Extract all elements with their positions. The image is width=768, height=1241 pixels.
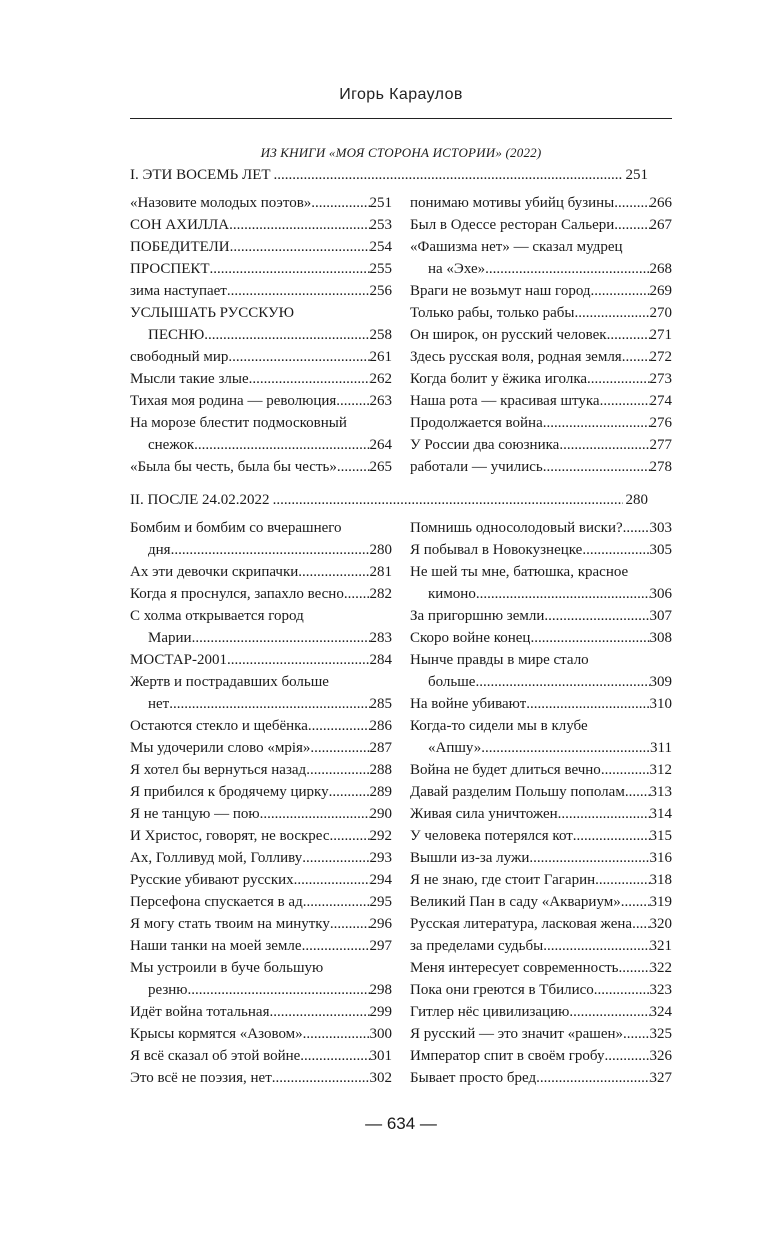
toc-column <box>130 517 392 1089</box>
toc-entry <box>410 1023 672 1045</box>
toc-entry-page: 309 <box>649 674 672 690</box>
toc-entry-title: ПЕСНЮ <box>148 327 205 343</box>
toc-entry-title: больше <box>428 674 476 690</box>
toc-entry <box>410 412 672 434</box>
toc-entry <box>410 1045 672 1067</box>
toc-entry <box>130 1045 392 1067</box>
leader-dots <box>329 781 370 803</box>
toc-entry-title: Продолжается война <box>410 415 543 431</box>
toc-entry <box>130 346 392 368</box>
leader-dots <box>310 737 369 759</box>
toc-entry-page: 269 <box>649 283 672 299</box>
toc-entry <box>130 825 392 847</box>
leader-dots <box>595 869 649 891</box>
toc-entry-title: за пределами судьбы <box>410 938 544 954</box>
leader-dots <box>544 605 649 627</box>
toc-entry <box>130 561 392 583</box>
toc-entry-title: «Была бы честь, была бы честь» <box>130 459 337 475</box>
toc-entry-page: 288 <box>369 762 392 778</box>
toc-entry-title: Он широк, он русский человек <box>410 327 607 343</box>
leader-dots <box>188 979 370 1001</box>
leader-dots <box>272 1067 370 1089</box>
toc-entry <box>410 539 672 561</box>
toc-entry-title-line: Не шей ты мне, батюшка, красное <box>410 564 629 580</box>
toc-entry-title-line: УСЛЫШАТЬ РУССКУЮ <box>130 305 295 321</box>
toc-entry-title: Наша рота — красивая штука <box>410 393 600 409</box>
toc-entry-page: 287 <box>369 740 392 756</box>
leader-dots <box>306 759 369 781</box>
toc-entry <box>130 456 392 478</box>
toc-entry <box>130 368 392 390</box>
toc-entry <box>410 627 672 649</box>
toc-column <box>130 192 392 478</box>
leader-dots <box>227 280 370 302</box>
toc-entry <box>410 913 672 935</box>
toc-entry <box>410 346 672 368</box>
leader-dots <box>300 1045 369 1067</box>
toc-entry-page: 276 <box>649 415 672 431</box>
page-number: — 634 — <box>365 1114 437 1133</box>
toc-entry-title: Я не танцую — пою <box>130 806 260 822</box>
toc-entry-page: 321 <box>649 938 672 954</box>
toc-entry <box>130 1023 392 1045</box>
toc-entry-title: Ах эти девочки скрипачки <box>130 564 299 580</box>
toc-entry-page: 307 <box>649 608 672 624</box>
toc-entry-title: У человека потерялся кот <box>410 828 573 844</box>
toc-entry <box>410 390 672 412</box>
leader-dots <box>228 346 369 368</box>
toc-entry-page: 318 <box>649 872 672 888</box>
toc-entry <box>410 1001 672 1023</box>
toc-entry-title: Я русский — это значит «рашен» <box>410 1026 624 1042</box>
toc-entry-page: 315 <box>649 828 672 844</box>
toc-entry-title: «Апшу» <box>428 740 482 756</box>
toc-entry-title-line: Жертв и пострадавших больше <box>130 674 329 690</box>
toc-entry <box>130 280 392 302</box>
toc-entry <box>130 214 392 236</box>
leader-dots <box>330 825 370 847</box>
toc-entry-page: 297 <box>369 938 392 954</box>
toc-entry-title: Скоро войне конец <box>410 630 531 646</box>
leader-dots <box>623 1023 649 1045</box>
toc-entry-page: 274 <box>649 393 672 409</box>
toc-entry-title: Когда я проснулся, запахло весно <box>130 586 344 602</box>
toc-entry <box>410 324 672 346</box>
toc-entry-page: 319 <box>649 894 672 910</box>
leader-dots <box>569 1001 649 1023</box>
toc-column <box>410 192 672 478</box>
toc-entry-title: У России два союзника <box>410 437 560 453</box>
toc-entry <box>130 236 392 258</box>
toc-entry-page: 290 <box>369 806 392 822</box>
toc-entry <box>130 192 392 214</box>
section-heading <box>130 490 648 510</box>
toc-entry-page: 305 <box>649 542 672 558</box>
toc-entry <box>410 280 672 302</box>
toc-entry-page: 289 <box>369 784 392 800</box>
toc-entry-title: Великий Пан в саду «Аквариум» <box>410 894 621 910</box>
leader-dots <box>625 781 650 803</box>
toc-entry <box>130 258 392 280</box>
leader-dots <box>204 324 369 346</box>
toc-entry-page: 325 <box>649 1026 672 1042</box>
toc-entry-page: 327 <box>649 1070 672 1086</box>
toc-entry-page: 285 <box>369 696 392 712</box>
leader-dots <box>227 649 370 671</box>
leader-dots <box>587 368 649 390</box>
leader-dots <box>302 935 370 957</box>
toc-entry-page: 282 <box>369 586 392 602</box>
toc-entry-title: Русская литература, ласковая жена <box>410 916 633 932</box>
toc-entry <box>410 517 672 539</box>
running-header-author: Игорь Караулов <box>339 86 463 103</box>
toc-entry-page: 278 <box>649 459 672 475</box>
leader-dots <box>607 324 650 346</box>
toc-entry-page: 254 <box>369 239 392 255</box>
toc-entry <box>130 517 392 561</box>
leader-dots <box>192 627 370 649</box>
toc-entry <box>130 605 392 649</box>
toc-entry-title: Пока они греются в Тбилисо <box>410 982 594 998</box>
leader-dots <box>632 913 649 935</box>
toc-entry-title: Когда болит у ёжика иголка <box>410 371 588 387</box>
leader-dots <box>485 258 649 280</box>
toc-entry-page: 262 <box>369 371 392 387</box>
toc-entry-page: 308 <box>649 630 672 646</box>
toc-entry-title: МОСТАР-2001 <box>130 652 227 668</box>
toc-entry-title: Остаются стекло и щебёнка <box>130 718 308 734</box>
toc-entry-title: Меня интересует современность <box>410 960 619 976</box>
toc-entry <box>410 649 672 693</box>
leader-dots <box>559 434 649 456</box>
toc-entry-title: Война не будет длиться вечно <box>410 762 601 778</box>
leader-dots <box>294 869 370 891</box>
toc-entry-title: Персефона спускается в ад <box>130 894 303 910</box>
section-heading <box>130 165 648 185</box>
leader-dots <box>171 539 370 561</box>
toc-entry <box>410 957 672 979</box>
toc-entry-page: 283 <box>369 630 392 646</box>
leader-dots <box>543 456 650 478</box>
toc-entry <box>410 456 672 478</box>
toc-entry-title: понимаю мотивы убийц бузины <box>410 195 615 211</box>
toc-entry-title: ПРОСПЕКТ <box>130 261 210 277</box>
toc-entry-title: Только рабы, только рабы <box>410 305 575 321</box>
toc-entry-page: 324 <box>649 1004 672 1020</box>
toc-entry-page: 301 <box>369 1048 392 1064</box>
toc-entry <box>410 935 672 957</box>
toc-entry-title: свободный мир <box>130 349 229 365</box>
toc-entry-title: Я могу стать твоим на минутку <box>130 916 330 932</box>
leader-dots <box>273 490 623 510</box>
leader-dots <box>475 671 649 693</box>
toc-entry-title: Крысы кормятся «Азовом» <box>130 1026 303 1042</box>
toc-entry-title: Я хотел бы вернуться назад <box>130 762 307 778</box>
toc-entry-page: 253 <box>369 217 392 233</box>
toc-entry-title: Гитлер нёс цивилизацию <box>410 1004 570 1020</box>
toc-entry-page: 270 <box>649 305 672 321</box>
toc-entry-title: на «Эхе» <box>428 261 486 277</box>
toc-entry-title: СОН АХИЛЛА <box>130 217 230 233</box>
leader-dots <box>543 935 649 957</box>
toc-entry-page: 286 <box>369 718 392 734</box>
toc-entry-title: За пригоршню земли <box>410 608 545 624</box>
toc-entry-page: 255 <box>369 261 392 277</box>
toc-entry-title: ПОБЕДИТЕЛИ <box>130 239 230 255</box>
toc-entry-page: 314 <box>649 806 672 822</box>
toc-entry <box>130 302 392 346</box>
toc-entry-page: 323 <box>649 982 672 998</box>
toc-entry-title: Был в Одессе ресторан Сальери <box>410 217 615 233</box>
toc-entry-page: 298 <box>369 982 392 998</box>
toc-entry-title: Бывает просто бред <box>410 1070 537 1086</box>
leader-dots <box>530 627 649 649</box>
leader-dots <box>249 368 370 390</box>
toc-entry-page: 300 <box>369 1026 392 1042</box>
toc-entry <box>410 302 672 324</box>
toc-entry-page: 322 <box>649 960 672 976</box>
toc-entry <box>130 583 392 605</box>
leader-dots <box>169 693 369 715</box>
section-title: I. ЭТИ ВОСЕМЬ ЛЕТ <box>130 167 271 183</box>
toc-entry <box>130 649 392 671</box>
leader-dots <box>230 236 370 258</box>
leader-dots <box>536 1067 649 1089</box>
toc-entry <box>410 434 672 456</box>
toc-entry-title: Здесь русская воля, родная земля <box>410 349 622 365</box>
leader-dots <box>601 759 650 781</box>
toc-entry-title: Живая сила уничтожен <box>410 806 558 822</box>
leader-dots <box>302 847 369 869</box>
toc-entry-page: 258 <box>369 327 392 343</box>
toc-entry <box>130 847 392 869</box>
toc-entry-page: 310 <box>649 696 672 712</box>
leader-dots <box>605 1045 650 1067</box>
toc-entry <box>130 390 392 412</box>
toc-entry-page: 293 <box>369 850 392 866</box>
toc-entry-title: Тихая моя родина — революция <box>130 393 337 409</box>
toc-entry <box>130 715 392 737</box>
leader-dots <box>526 693 649 715</box>
toc-entry-page: 294 <box>369 872 392 888</box>
toc-entry <box>410 759 672 781</box>
toc-entry-title: Идёт война тотальная <box>130 1004 270 1020</box>
toc-entry-page: 251 <box>369 195 392 211</box>
toc-entry-page: 281 <box>369 564 392 580</box>
toc-entry-title-line: Когда-то сидели мы в клубе <box>410 718 588 734</box>
toc-entry <box>130 1067 392 1089</box>
toc-entry <box>410 891 672 913</box>
leader-dots <box>614 214 649 236</box>
leader-dots <box>623 517 650 539</box>
toc-entry <box>410 214 672 236</box>
toc-entry <box>410 803 672 825</box>
toc-entry-page: 313 <box>649 784 672 800</box>
toc-entry-page: 302 <box>369 1070 392 1086</box>
toc-entry-title: Мы удочерили слово «мрія» <box>130 740 311 756</box>
toc-entry <box>130 412 392 456</box>
leader-dots <box>260 803 370 825</box>
toc-entry-page: 265 <box>369 459 392 475</box>
leader-dots <box>311 192 369 214</box>
leader-dots <box>622 346 650 368</box>
toc-entry <box>130 759 392 781</box>
section-title: II. ПОСЛЕ 24.02.2022 <box>130 492 270 508</box>
toc-entry-page: 326 <box>649 1048 672 1064</box>
toc-entry-page: 271 <box>649 327 672 343</box>
toc-entry-title: На войне убивают <box>410 696 527 712</box>
toc-entry-title: Я прибился к бродячему цирку <box>130 784 329 800</box>
toc-entry-page: 266 <box>649 195 672 211</box>
toc-entry-title: дня <box>148 542 171 558</box>
toc-entry <box>130 935 392 957</box>
toc-entry <box>410 236 672 280</box>
toc-entry-page: 263 <box>369 393 392 409</box>
toc-entry <box>410 368 672 390</box>
toc-entry-page: 303 <box>649 520 672 536</box>
toc-entry-title-line: Мы устроили в буче большую <box>130 960 324 976</box>
toc-entry <box>410 561 672 605</box>
toc-entry <box>130 781 392 803</box>
toc-entry <box>410 605 672 627</box>
leader-dots <box>274 165 623 185</box>
toc-entry-page: 273 <box>649 371 672 387</box>
toc-entry-title: Враги не возьмут наш город <box>410 283 591 299</box>
toc-entry-page: 272 <box>649 349 672 365</box>
toc-entry <box>410 979 672 1001</box>
toc-entry <box>410 869 672 891</box>
book-title: ИЗ КНИГИ «МОЯ СТОРОНА ИСТОРИИ» (2022) <box>260 145 542 160</box>
leader-dots <box>303 891 370 913</box>
toc-entry <box>410 192 672 214</box>
leader-dots <box>481 737 650 759</box>
toc-entry-title: зима наступает <box>130 283 227 299</box>
leader-dots <box>591 280 650 302</box>
toc-entry-title: Я не знаю, где стоит Гагарин <box>410 872 596 888</box>
toc-entry-title: Наши танки на моей земле <box>130 938 302 954</box>
section-page: 280 <box>625 492 648 508</box>
toc-entry-title: кимоно <box>428 586 476 602</box>
toc-entry-page: 296 <box>369 916 392 932</box>
toc-entry-page: 299 <box>369 1004 392 1020</box>
toc-entry-title: резню <box>148 982 188 998</box>
toc-entry-title: работали — учились <box>410 459 543 475</box>
leader-dots <box>594 979 650 1001</box>
leader-dots <box>298 561 369 583</box>
toc-entry <box>410 781 672 803</box>
toc-entry-page: 280 <box>369 542 392 558</box>
toc-entry-title: Я побывал в Новокузнецке <box>410 542 583 558</box>
toc-entry-title: Марии <box>148 630 192 646</box>
toc-entry-page: 292 <box>369 828 392 844</box>
toc-entry-page: 306 <box>649 586 672 602</box>
leader-dots <box>529 847 649 869</box>
toc-entry-page: 311 <box>650 740 672 756</box>
section-page: 251 <box>625 167 648 183</box>
leader-dots <box>582 539 649 561</box>
leader-dots <box>344 583 370 605</box>
toc-entry-title: Помнишь односолодовый виски? <box>410 520 623 536</box>
toc-entry-title-line: Нынче правды в мире стало <box>410 652 589 668</box>
toc-entry <box>130 671 392 715</box>
leader-dots <box>573 825 650 847</box>
toc-entry <box>130 869 392 891</box>
leader-dots <box>269 1001 369 1023</box>
leader-dots <box>600 390 650 412</box>
toc-entry-title: снежок <box>148 437 195 453</box>
leader-dots <box>558 803 650 825</box>
toc-entry <box>410 693 672 715</box>
leader-dots <box>303 1023 370 1045</box>
toc-entry <box>130 1001 392 1023</box>
leader-dots <box>308 715 370 737</box>
leader-dots <box>621 891 650 913</box>
toc-entry <box>130 737 392 759</box>
toc-entry <box>410 825 672 847</box>
toc-entry-title: «Назовите молодых поэтов» <box>130 195 312 211</box>
leader-dots <box>337 456 370 478</box>
leader-dots <box>330 913 370 935</box>
toc-entry-title: Русские убивают русских <box>130 872 294 888</box>
toc-entry <box>130 957 392 1001</box>
toc-entry-page: 267 <box>649 217 672 233</box>
leader-dots <box>619 957 650 979</box>
leader-dots <box>614 192 649 214</box>
toc-entry-page: 268 <box>649 261 672 277</box>
leader-dots <box>543 412 650 434</box>
toc-entry-title: Ах, Голливуд мой, Голливу <box>130 850 303 866</box>
toc-entry <box>130 891 392 913</box>
header-divider <box>130 118 672 119</box>
toc-entry-title: нет <box>148 696 170 712</box>
toc-entry <box>410 847 672 869</box>
toc-entry <box>130 913 392 935</box>
toc-entry-title-line: На морозе блестит подмосковный <box>130 415 347 431</box>
toc-entry-title-line: С холма открывается город <box>130 608 304 624</box>
toc-entry-title: И Христос, говорят, не воскрес <box>130 828 330 844</box>
leader-dots <box>210 258 370 280</box>
leader-dots <box>336 390 369 412</box>
leader-dots <box>574 302 649 324</box>
toc-entry-page: 264 <box>369 437 392 453</box>
toc-entry-title: Давай разделим Польшу пополам <box>410 784 625 800</box>
toc-entry-page: 316 <box>649 850 672 866</box>
toc-entry-page: 256 <box>369 283 392 299</box>
toc-entry-page: 284 <box>369 652 392 668</box>
toc-entry-title: Вышли из-за лужи <box>410 850 530 866</box>
toc-entry-title: Император спит в своём гробу <box>410 1048 605 1064</box>
toc-entry-title: Это всё не поэзия, нет <box>130 1070 272 1086</box>
toc-column <box>410 517 672 1089</box>
toc-entry-page: 277 <box>649 437 672 453</box>
toc-entry-title-line: «Фашизма нет» — сказал мудрец <box>410 239 623 255</box>
toc-entry <box>130 803 392 825</box>
leader-dots <box>476 583 650 605</box>
toc-entry-page: 320 <box>649 916 672 932</box>
toc-entry-title: Я всё сказал об этой войне <box>130 1048 301 1064</box>
leader-dots <box>194 434 369 456</box>
leader-dots <box>229 214 369 236</box>
toc-entry-page: 261 <box>369 349 392 365</box>
toc-entry-page: 312 <box>649 762 672 778</box>
toc-entry-page: 295 <box>369 894 392 910</box>
toc-entry <box>410 715 672 759</box>
toc-entry <box>410 1067 672 1089</box>
toc-entry-title-line: Бомбим и бомбим со вчерашнего <box>130 520 342 536</box>
toc-entry-title: Мысли такие злые <box>130 371 249 387</box>
